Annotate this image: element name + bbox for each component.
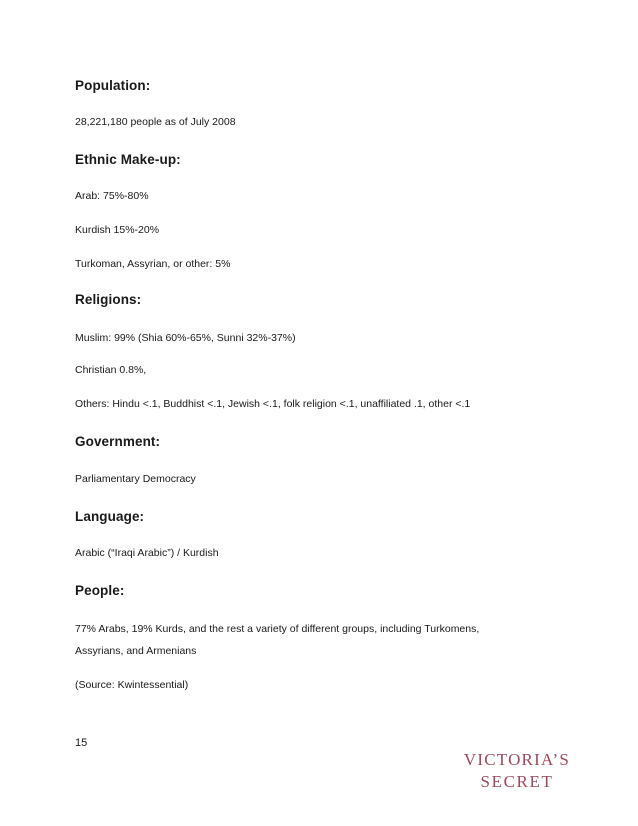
government-heading: Government: — [75, 434, 161, 449]
page-number: 15 — [75, 737, 88, 749]
people-line-2: Assyrians, and Armenians — [75, 645, 197, 657]
people-heading: People: — [75, 583, 125, 598]
people-line-1: 77% Arabs, 19% Kurds, and the rest a variety of different groups, including Turkomens, — [75, 623, 480, 635]
population-heading: Population: — [75, 78, 151, 93]
religion-christian-line: Christian 0.8%, — [75, 364, 147, 376]
language-heading: Language: — [75, 509, 145, 524]
religion-others-line: Others: Hindu <.1, Buddhist <.1, Jewish <.1, folk religion <.1, unaffiliated .1, other <.1 — [75, 398, 471, 410]
victorias-secret-logo — [462, 749, 572, 793]
population-text: 28,221,180 people as of July 2008 — [75, 116, 236, 128]
source-citation: (Source: Kwintessential) — [75, 679, 189, 691]
ethnic-arab-line: Arab: 75%-80% — [75, 190, 149, 202]
ethnic-kurdish-line: Kurdish 15%-20% — [75, 224, 160, 236]
ethnic-makeup-heading: Ethnic Make-up: — [75, 152, 181, 167]
religions-heading: Religions: — [75, 292, 142, 307]
language-text: Arabic (“Iraqi Arabic”) / Kurdish — [75, 547, 219, 559]
government-text: Parliamentary Democracy — [75, 473, 196, 485]
religion-muslim-line: Muslim: 99% (Shia 60%-65%, Sunni 32%-37%) — [75, 332, 296, 344]
ethnic-other-line: Turkoman, Assyrian, or other: 5% — [75, 258, 231, 270]
logo-line-2: SECRET — [480, 772, 554, 791]
logo-line-1: VICTORIA’S — [463, 750, 571, 769]
